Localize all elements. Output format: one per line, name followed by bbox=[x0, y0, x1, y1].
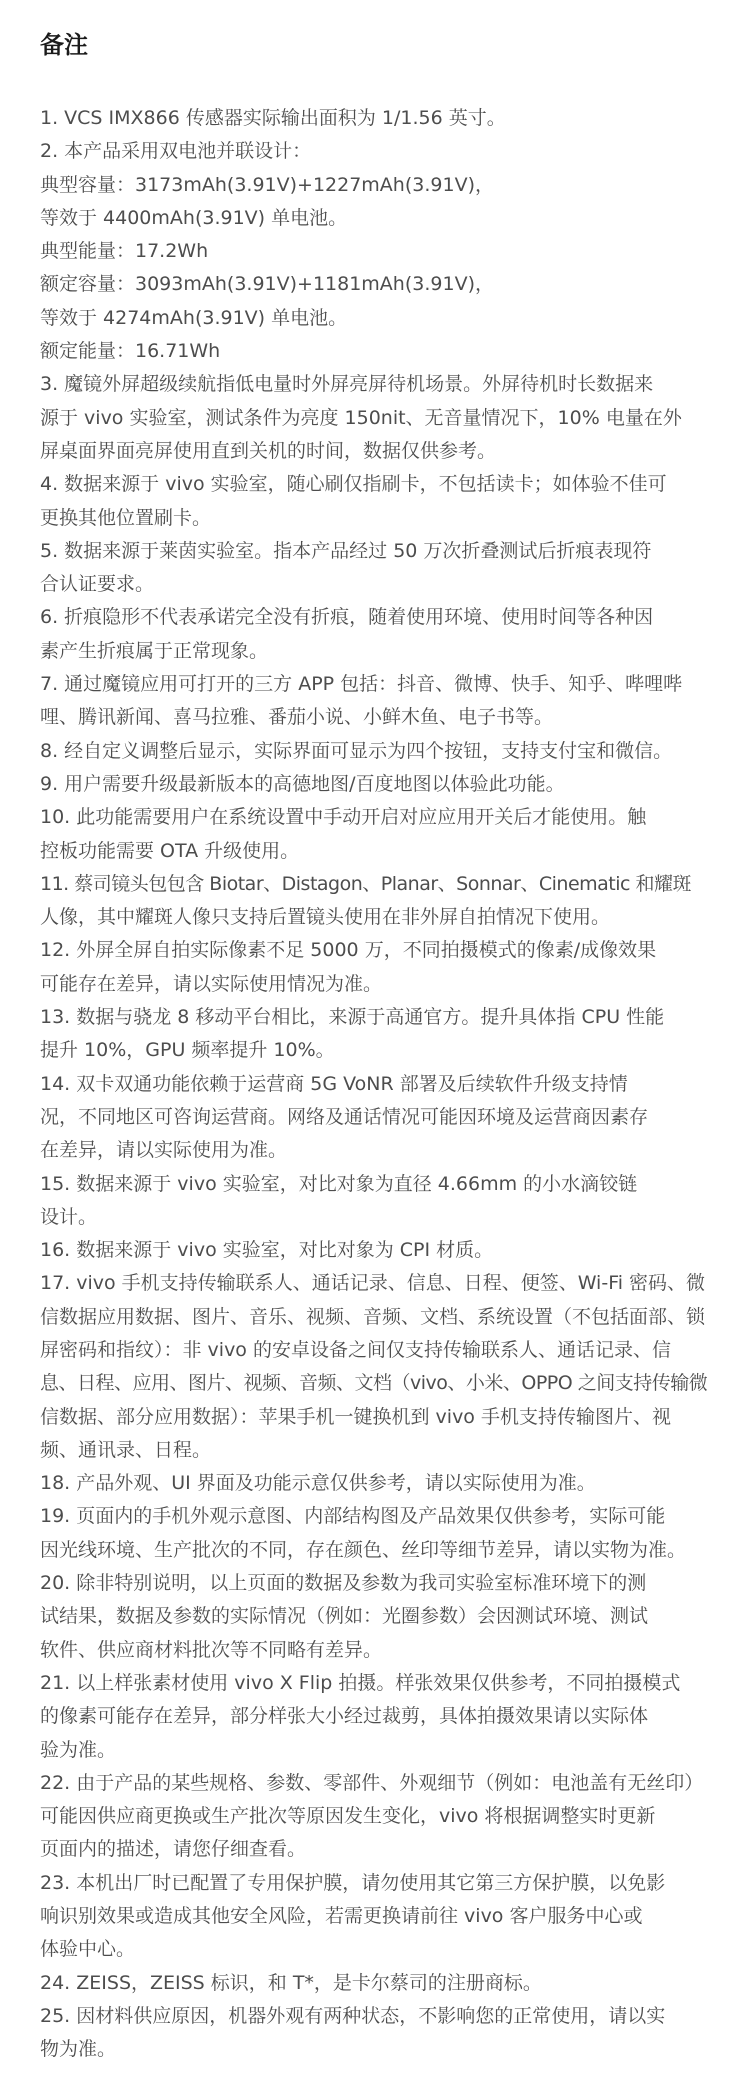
note-line: 更换其他位置刷卡。 bbox=[40, 506, 212, 529]
notes-list bbox=[40, 102, 710, 2067]
note-line: 22. 由于产品的某些规格、参数、零部件、外观细节（例如：电池盖有无丝印） bbox=[40, 1771, 704, 1794]
note-line: 可能存在差异，请以实际使用情况为准。 bbox=[40, 972, 383, 995]
note-line: 5. 数据来源于莱茵实验室。指本产品经过 50 万次折叠测试后折痕表现符 bbox=[40, 539, 652, 562]
note-line: 屏桌面界面亮屏使用直到关机的时间，数据仅供参考。 bbox=[40, 439, 497, 462]
note-line: 因光线环境、生产批次的不同，存在颜色、丝印等细节差异，请以实物为准。 bbox=[40, 1538, 687, 1561]
note-line: 8. 经自定义调整后显示，实际界面可显示为四个按钮，支持支付宝和微信。 bbox=[40, 739, 673, 762]
note-line: 信数据应用数据、图片、音乐、视频、音频、文档、系统设置（不包括面部、锁 bbox=[40, 1305, 706, 1328]
note-line: 13. 数据与骁龙 8 移动平台相比，来源于高通官方。提升具体指 CPU 性能 bbox=[40, 1006, 665, 1029]
note-line: 24. ZEISS，ZEISS 标识，和 T*，是卡尔蔡司的注册商标。 bbox=[40, 1971, 542, 1994]
note-line: 可能因供应商更换或生产批次等原因发生变化，vivo 将根据调整实时更新 bbox=[40, 1805, 656, 1828]
note-line: 20. 除非特别说明，以上页面的数据及参数为我司实验室标准环境下的测 bbox=[40, 1572, 647, 1595]
note-line: 控板功能需要 OTA 升级使用。 bbox=[40, 839, 300, 862]
note-line: 23. 本机出厂时已配置了专用保护膜，请勿使用其它第三方保护膜，以免影 bbox=[40, 1871, 666, 1894]
note-line: 频、通讯录、日程。 bbox=[40, 1438, 212, 1461]
note-line: 试结果，数据及参数的实际情况（例如：光圈参数）会因测试环境、测试 bbox=[40, 1605, 649, 1628]
note-line: 12. 外屏全屏自拍实际像素不足 5000 万，不同拍摄模式的像素/成像效果 bbox=[40, 939, 657, 962]
note-line: 在差异，请以实际使用为准。 bbox=[40, 1139, 288, 1162]
note-line: 3. 魔镜外屏超级续航指低电量时外屏亮屏待机场景。外屏待机时长数据来 bbox=[40, 373, 654, 396]
note-line: 况，不同地区可咨询运营商。网络及通话情况可能因环境及运营商因素存 bbox=[40, 1105, 649, 1128]
note-line: 17. vivo 手机支持传输联系人、通话记录、信息、日程、便签、Wi-Fi 密码、微 bbox=[40, 1272, 706, 1295]
note-line: 6. 折痕隐形不代表承诺完全没有折痕，随着使用环境、使用时间等各种因 bbox=[40, 606, 654, 629]
note-line: 软件、供应商材料批次等不同略有差异。 bbox=[40, 1638, 383, 1661]
note-line: 典型能量：17.2Wh bbox=[40, 240, 209, 263]
note-line: 14. 双卡双通功能依赖于运营商 5G VoNR 部署及后续软件升级支持情 bbox=[40, 1072, 628, 1095]
page-title: 备注 bbox=[40, 31, 88, 59]
note-line: 人像，其中耀斑人像只支持后置镜头使用在非外屏自拍情况下使用。 bbox=[40, 906, 611, 929]
note-line: 15. 数据来源于 vivo 实验室，对比对象为直径 4.66mm 的小水滴铰链 bbox=[40, 1172, 638, 1195]
note-line: 设计。 bbox=[40, 1205, 98, 1228]
note-line: 合认证要求。 bbox=[40, 573, 155, 596]
note-line: 物为准。 bbox=[40, 2038, 117, 2061]
note-line: 25. 因材料供应原因，机器外观有两种状态，不影响您的正常使用，请以实 bbox=[40, 2004, 666, 2027]
note-line: 19. 页面内的手机外观示意图、内部结构图及产品效果仅供参考，实际可能 bbox=[40, 1505, 666, 1528]
note-line: 额定能量：16.71Wh bbox=[40, 340, 221, 363]
note-line: 屏密码和指纹）：非 vivo 的安卓设备之间仅支持传输联系人、通话记录、信 bbox=[40, 1338, 671, 1361]
note-line: 4. 数据来源于 vivo 实验室，随心刷仅指刷卡，不包括读卡；如体验不佳可 bbox=[40, 473, 667, 496]
note-line: 提升 10%，GPU 频率提升 10%。 bbox=[40, 1039, 335, 1062]
note-line: 等效于 4400mAh(3.91V) 单电池。 bbox=[40, 206, 348, 229]
note-line: 息、日程、应用、图片、视频、音频、文档（vivo、小米、OPPO 之间支持传输微 bbox=[40, 1372, 708, 1395]
note-line: 1. VCS IMX866 传感器实际输出面积为 1/1.56 英寸。 bbox=[40, 107, 506, 129]
note-line: 等效于 4274mAh(3.91V) 单电池。 bbox=[40, 306, 348, 329]
note-line: 典型容量：3173mAh(3.91V)+1227mAh(3.91V)， bbox=[40, 173, 494, 196]
note-line: 页面内的描述，请您仔细查看。 bbox=[40, 1838, 307, 1861]
note-line: 18. 产品外观、UI 界面及功能示意仅供参考，请以实际使用为准。 bbox=[40, 1472, 596, 1495]
note-line: 10. 此功能需要用户在系统设置中手动开启对应应用开关后才能使用。触 bbox=[40, 806, 647, 829]
note-line: 的像素可能存在差异，部分样张大小经过裁剪，具体拍摄效果请以实际体 bbox=[40, 1705, 649, 1728]
note-line: 7. 通过魔镜应用可打开的三方 APP 包括：抖音、微博、快手、知乎、哔哩哔 bbox=[40, 673, 683, 696]
note-line: 9. 用户需要升级最新版本的高德地图/百度地图以体验此功能。 bbox=[40, 772, 565, 795]
note-line: 素产生折痕属于正常现象。 bbox=[40, 639, 269, 662]
note-line: 验为准。 bbox=[40, 1738, 117, 1761]
note-line: 响识别效果或造成其他安全风险，若需更换请前往 vivo 客户服务中心或 bbox=[40, 1905, 643, 1928]
note-line: 额定容量：3093mAh(3.91V)+1181mAh(3.91V)， bbox=[40, 273, 494, 296]
note-line: 2. 本产品采用双电池并联设计： bbox=[40, 140, 312, 163]
note-line: 体验中心。 bbox=[40, 1938, 136, 1961]
note-line: 信数据、部分应用数据）：苹果手机一键换机到 vivo 手机支持传输图片、视 bbox=[40, 1405, 671, 1428]
note-line: 16. 数据来源于 vivo 实验室，对比对象为 CPI 材质。 bbox=[40, 1239, 494, 1262]
note-line: 11. 蔡司镜头包包含 Biotar、Distagon、Planar、Sonnar、Cinematic 和耀斑 bbox=[40, 872, 692, 895]
note-line: 21. 以上样张素材使用 vivo X Flip 拍摄。样张效果仅供参考，不同拍摄模式 bbox=[40, 1671, 681, 1694]
note-line: 源于 vivo 实验室，测试条件为亮度 150nit、无音量情况下，10% 电量在外 bbox=[40, 406, 682, 429]
note-line: 哩、腾讯新闻、喜马拉雅、番茄小说、小鲜木鱼、电子书等。 bbox=[40, 706, 554, 729]
